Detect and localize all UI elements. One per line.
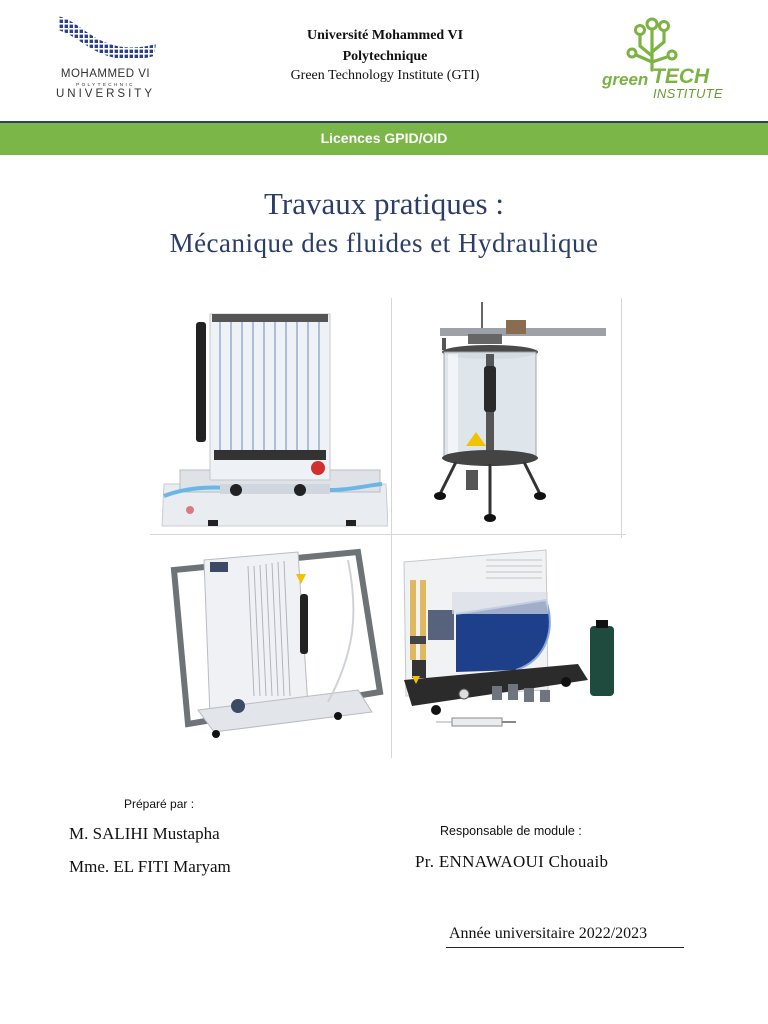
logo-word-institute: INSTITUTE	[653, 86, 723, 101]
hydrostatic-pressure-apparatus-image	[396, 540, 618, 750]
framed-manometer-bench-image	[158, 540, 386, 740]
author-salihi: M. SALIHI Mustapha	[69, 824, 220, 843]
green-tech-institute-logo	[600, 16, 726, 102]
logo-line-polytechnic: POLYTECHNIC	[76, 82, 135, 87]
logo-line-mohammed: MOHAMMED VI	[60, 68, 151, 80]
logo-word-green: green	[602, 70, 649, 89]
institute-name: Green Technology Institute (GTI)	[290, 68, 480, 83]
multi-tube-manometer-image	[150, 300, 388, 532]
document-subtitle: Mécanique des fluides et Hydraulique	[169, 228, 599, 258]
cylinder-apparatus-image	[410, 298, 610, 530]
university-name: Université Mohammed VI	[306, 28, 464, 43]
circuit-tree-icon	[626, 16, 678, 72]
module-responsible-name: Pr. ENNAWAOUI Chouaib	[415, 852, 609, 871]
image-separator-horizontal	[150, 534, 626, 535]
image-separator-right	[621, 298, 622, 538]
module-responsible-label: Responsable de module :	[440, 824, 582, 838]
academic-year: Année universitaire 2022/2023	[449, 925, 648, 942]
prepared-by-label: Préparé par :	[124, 797, 195, 811]
academic-year-underline	[446, 947, 684, 948]
university-wave-emblem-icon	[54, 14, 158, 66]
logo-line-university: UNIVERSITY	[55, 88, 155, 100]
logo-word-tech: TECH	[652, 65, 710, 88]
author-el-fiti: Mme. EL FITI Maryam	[69, 857, 231, 876]
polytechnique-label: Polytechnique	[342, 49, 428, 64]
document-title: Travaux pratiques :	[264, 186, 504, 221]
mohammed-vi-university-logo	[48, 14, 163, 100]
licence-band: Licences GPID/OID	[0, 123, 768, 155]
image-separator-vertical	[391, 298, 392, 758]
